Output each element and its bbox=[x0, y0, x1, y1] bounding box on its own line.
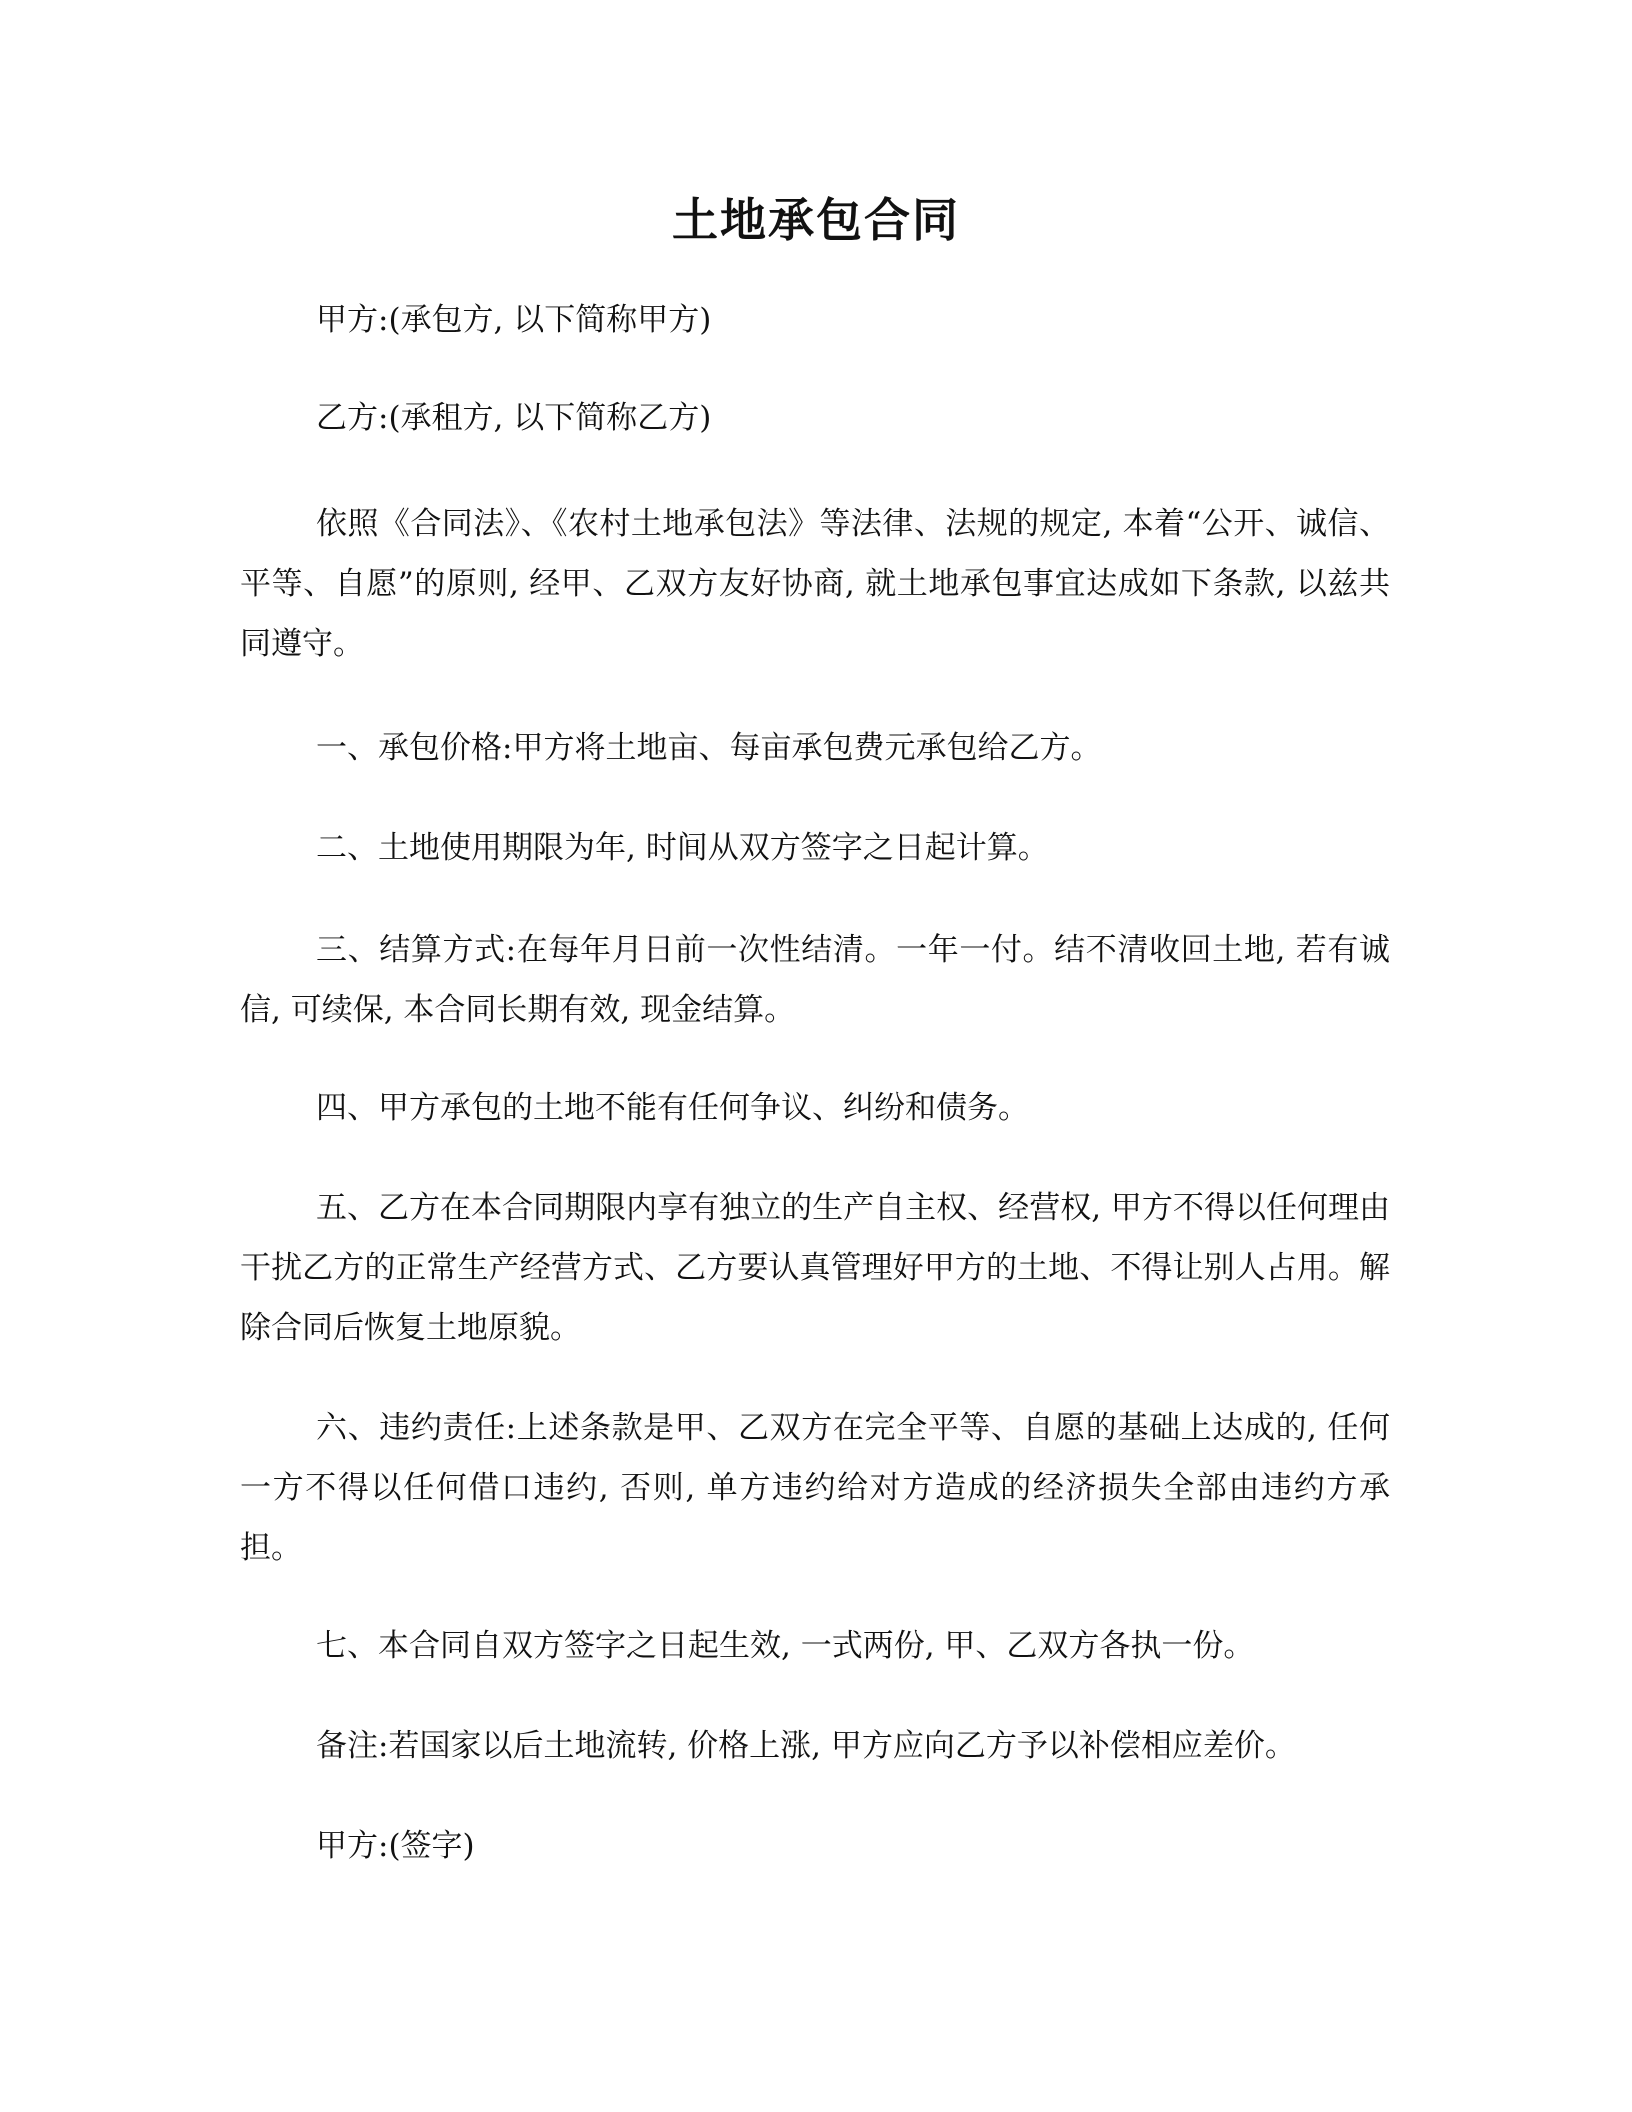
clause-6: 六、违约责任:上述条款是甲、乙双方在完全平等、自愿的基础上达成的, 任何一方不得以任何借口违约, 否则, 单方违约给对方造成的经济损失全部由违约方承担。 bbox=[240, 1410, 1390, 1566]
clause-1: 一、承包价格:甲方将土地亩、每亩承包费元承包给乙方。 bbox=[316, 730, 1102, 766]
clause-4: 四、甲方承包的土地不能有任何争议、纠纷和债务。 bbox=[316, 1090, 1029, 1126]
remark-paragraph: 备注:若国家以后土地流转, 价格上涨, 甲方应向乙方予以补偿相应差价。 bbox=[316, 1728, 1296, 1764]
party-a-line: 甲方:(承包方, 以下简称甲方) bbox=[316, 302, 712, 338]
clause-7: 七、本合同自双方签字之日起生效, 一式两份, 甲、乙双方各执一份。 bbox=[316, 1628, 1255, 1664]
party-b-line: 乙方:(承租方, 以下简称乙方) bbox=[316, 400, 712, 436]
document-title: 土地承包合同 bbox=[672, 193, 960, 247]
clause-3: 三、结算方式:在每年月日前一次性结清。一年一付。结不清收回土地, 若有诚信, 可续保, 本合同长期有效, 现金结算。 bbox=[240, 932, 1390, 1028]
clause-2: 二、土地使用期限为年, 时间从双方签字之日起计算。 bbox=[316, 830, 1049, 866]
preamble-paragraph: 依照《合同法》、《农村土地承包法》等法律、法规的规定, 本着“公开、诚信、平等、自愿”的原则, 经甲、乙双方友好协商, 就土地承包事宜达成如下条款, 以兹共同遵守。 bbox=[240, 506, 1390, 662]
clause-5: 五、乙方在本合同期限内享有独立的生产自主权、经营权, 甲方不得以任何理由干扰乙方的正常生产经营方式、乙方要认真管理好甲方的土地、不得让别人占用。解除合同后恢复土地原貌。 bbox=[240, 1190, 1390, 1346]
party-a-signature-line: 甲方:(签字) bbox=[316, 1828, 475, 1864]
